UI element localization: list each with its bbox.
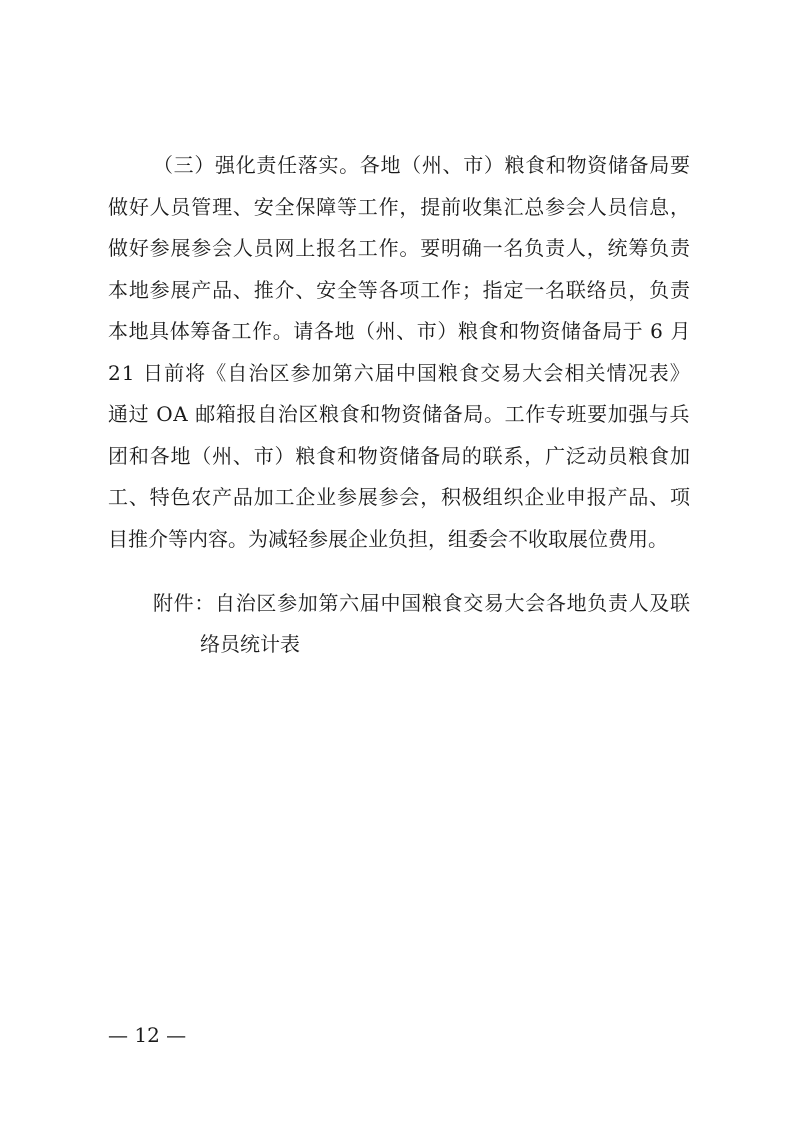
paragraph-line: 做好参展参会人员网上报名工作。要明确一名负责人，统筹负责 xyxy=(108,236,691,260)
paragraph-line: 本地具体筹备工作。请各地（州、市）粮食和物资储备局于 6 月 xyxy=(108,319,692,343)
paragraph-line: 本地参展产品、推介、安全等各项工作；指定一名联络员，负责 xyxy=(108,278,691,302)
paragraph-line: 工、特色农产品加工企业参展参会，积极组织企业申报产品、项 xyxy=(108,485,691,509)
paragraph-line: 做好人员管理、安全保障等工作，提前收集汇总参会人员信息， xyxy=(108,195,691,219)
attachment-line: 附件：自治区参加第六届中国粮食交易大会各地负责人及联 xyxy=(153,591,691,615)
page-number: — 12 — xyxy=(108,1023,187,1047)
paragraph-line: （三）强化责任落实。各地（州、市）粮食和物资储备局要 xyxy=(153,153,691,177)
attachment-line: 络员统计表 xyxy=(200,632,300,656)
paragraph-line: 目推介等内容。为减轻参展企业负担，组委会不收取展位费用。 xyxy=(108,527,668,551)
paragraph-line: 团和各地（州、市）粮食和物资储备局的联系，广泛动员粮食加 xyxy=(108,444,691,468)
paragraph-line: 通过 OA 邮箱报自治区粮食和物资储备局。工作专班要加强与兵 xyxy=(108,402,691,426)
paragraph-line: 21 日前将《自治区参加第六届中国粮食交易大会相关情况表》 xyxy=(108,361,691,385)
